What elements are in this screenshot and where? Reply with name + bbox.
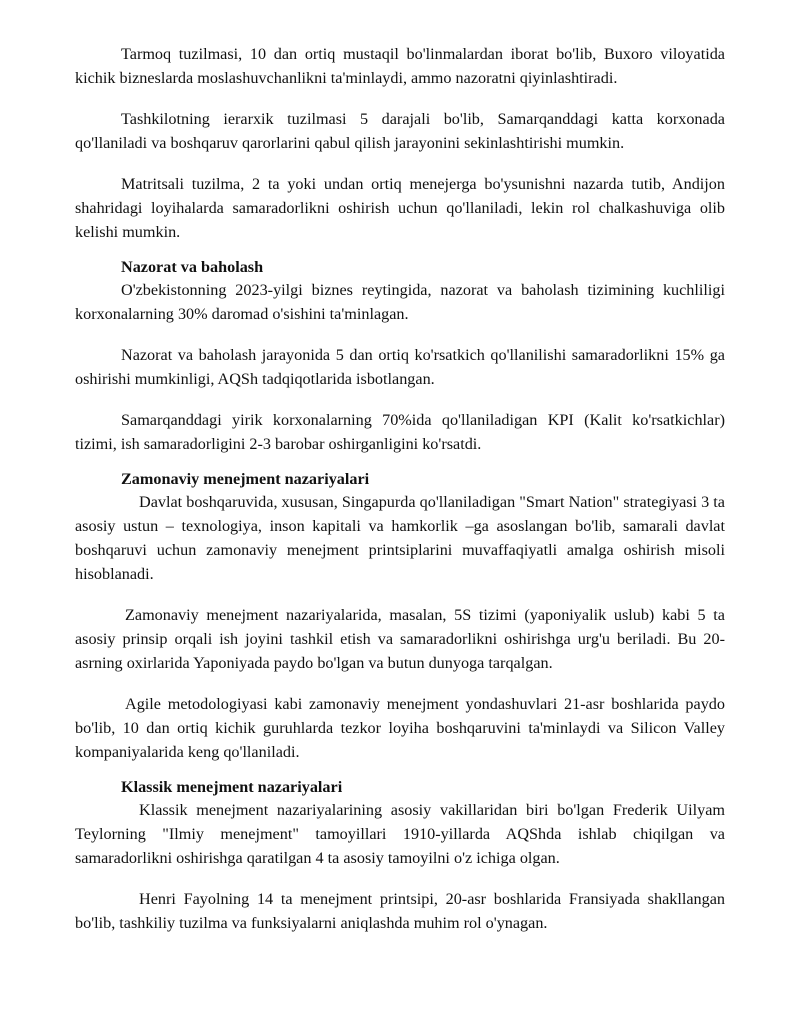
paragraph-klassik-2: Henri Fayolning 14 ta menejment printsipi, 20-asr boshlarida Fransiyada shakllangan bo'lib, tashkiliy tuzilma va funksiyalarni aniqlashda muhim rol o'ynagan.	[75, 890, 725, 932]
paragraph-network-structure: Tarmoq tuzilmasi, 10 dan ortiq mustaqil bo'linmalardan iborat bo'lib, Buxoro viloyatida kichik bizneslarda moslashuvchanlikni ta'minlaydi, ammo nazoratni qiyinlashtiradi.	[75, 45, 725, 87]
paragraph-klassik-1: Klassik menejment nazariyalarining asosiy vakillaridan biri bo'lgan Frederik Uilyam Teylorning "Ilmiy menejment" tamoyillari 1910-yillarda AQShda ishlab chiqilgan va samaradorlikni oshirishga qaratilgan 4 ta asosiy tamoyilni o'z ichiga olgan.	[75, 801, 725, 867]
paragraph-zamonaviy-1: Davlat boshqaruvida, xususan, Singapurda qo'llaniladigan "Smart Nation" strategiyasi 3 ta asosiy ustun – texnologiya, inson kapitali va hamkorlik –ga asoslangan bo'lib, samarali davlat boshqaruvi uchun zamonaviy menejment printsiplarini muvaffaqiyatli amalga oshirish misoli hisoblanadi.	[75, 493, 725, 583]
paragraph-matrix-structure: Matritsali tuzilma, 2 ta yoki undan ortiq menejerga bo'ysunishni nazarda tutib, Andijon shahridagi loyihalarda samaradorlikni oshirish uchun qo'llaniladi, lekin rol chalkashuviga olib kelishi mumkin.	[75, 175, 725, 241]
heading-nazorat: Nazorat va baholash	[121, 258, 264, 276]
paragraph-nazorat-3: Samarqanddagi yirik korxonalarning 70%ida qo'llaniladigan KPI (Kalit ko'rsatkichlar) tizimi, ish samaradorligini 2-3 barobar oshirganligini ko'rsatdi.	[75, 411, 725, 453]
paragraph-nazorat-1: O'zbekistonning 2023-yilgi biznes reytingida, nazorat va baholash tizimining kuchliligi korxonalarning 30% daromad o'sishini ta'minlagan.	[75, 281, 725, 323]
paragraph-hierarchical-structure: Tashkilotning ierarxik tuzilmasi 5 darajali bo'lib, Samarqanddagi katta korxonada qo'llaniladi va boshqaruv qarorlarini qabul qilish jarayonini sekinlashtirishi mumkin.	[75, 110, 725, 152]
paragraph-zamonaviy-3: Agile metodologiyasi kabi zamonaviy menejment yondashuvlari 21-asr boshlarida paydo bo'lib, 10 dan ortiq kichik guruhlarda tezkor loyiha boshqaruvini ta'minlaydi va Silicon Valley kompaniyalarida keng qo'llaniladi.	[75, 695, 725, 761]
paragraph-zamonaviy-2: Zamonaviy menejment nazariyalarida, masalan, 5S tizimi (yaponiyalik uslub) kabi 5 ta asosiy prinsip orqali ish joyini tashkil etish va samaradorlikni oshirishga urg'u beriladi. Bu 20-asrning oxirlarida Yaponiyada paydo bo'lgan va butun dunyoga tarqalgan.	[75, 606, 725, 672]
document-page	[75, 42, 725, 952]
paragraph-nazorat-2: Nazorat va baholash jarayonida 5 dan ortiq ko'rsatkich qo'llanilishi samaradorlikni 15% ga oshirishi mumkinligi, AQSh tadqiqotlarida isbotlangan.	[75, 346, 725, 388]
heading-zamonaviy: Zamonaviy menejment nazariyalari	[121, 470, 370, 488]
heading-klassik: Klassik menejment nazariyalari	[121, 778, 343, 796]
